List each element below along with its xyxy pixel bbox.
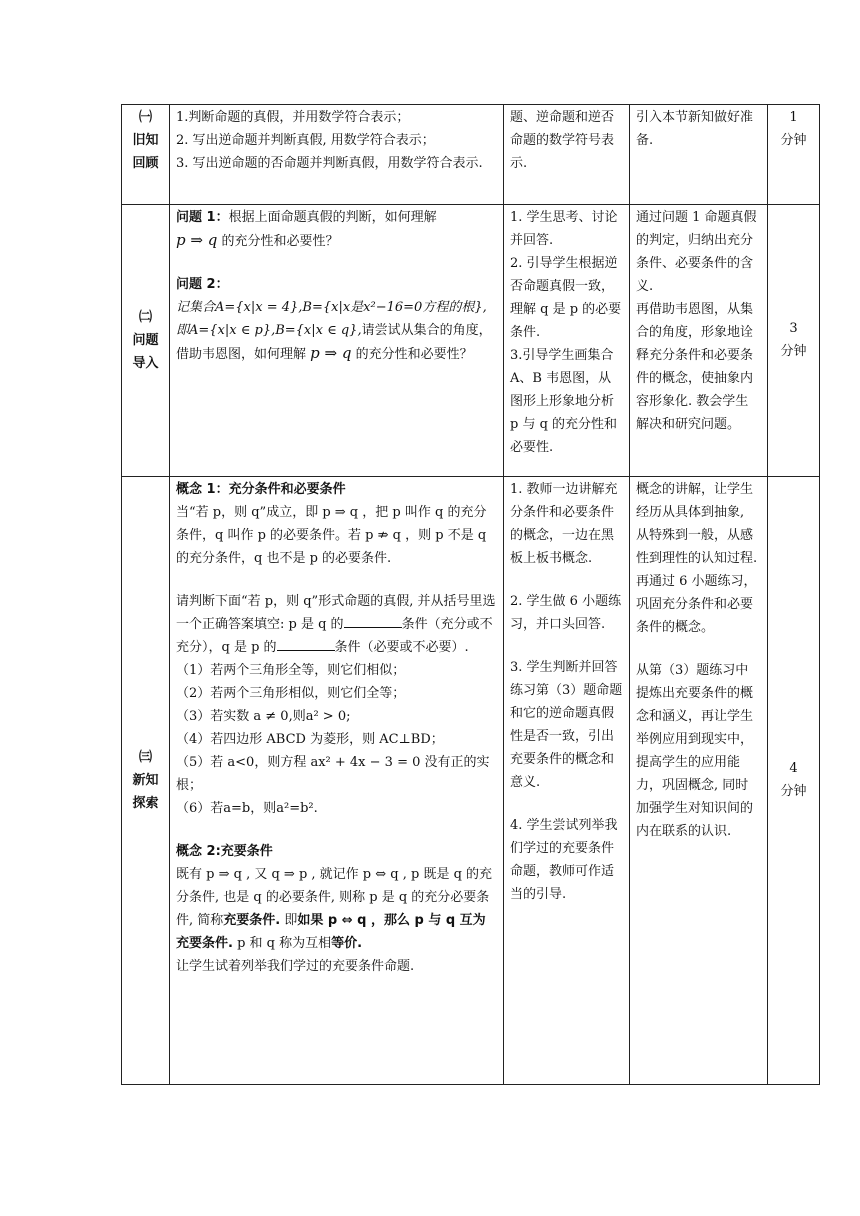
intent-text: 引入本节新知做好准备. <box>636 110 754 148</box>
activity-text: 1. 教师一边讲解充分条件和必要条件的概念，一边在黑板上板书概念. <box>510 482 618 566</box>
time-value: 1 <box>789 110 798 125</box>
activity-text: 1. 学生思考、讨论并回答. <box>510 210 618 248</box>
time-cell <box>768 477 820 1085</box>
intent-text: 再借助韦恩图，从集合的角度，形象地诠释充分条件和必要条件的概念，使抽象内容形象化. 教会学生解决和研究问题。 <box>636 302 754 432</box>
stage-number: ㈡ <box>138 309 152 325</box>
question-title: 问题 2： <box>176 277 229 292</box>
content-line: 3. 写出逆命题的否命题并判断真假，用数学符合表示. <box>176 156 483 171</box>
stage-label: 新知 <box>132 772 159 788</box>
content-cell <box>170 477 504 1085</box>
stage-label: 回顾 <box>132 156 159 171</box>
question-text: 的充分性和必要性？ <box>355 347 473 362</box>
time-value: 3 <box>789 321 798 336</box>
exercise-instruction: 条件（充分或不充分），q 是 p 的 <box>176 617 493 655</box>
content-cell <box>170 105 504 205</box>
table-row <box>122 205 820 477</box>
activity-cell <box>504 105 630 205</box>
content-cell <box>170 205 504 477</box>
time-unit: 分钟 <box>780 344 807 359</box>
stage-label: 探索 <box>132 795 159 811</box>
stage-label: 导入 <box>132 355 159 371</box>
question-text: 请尝试从集合的角度，借助韦恩图，如何理解 <box>176 323 492 362</box>
exercise-item: （1）若两个三角形全等，则它们相似； <box>176 663 406 678</box>
activity-text: 4. 学生尝试列举我们学过的充要条件命题，教师可作适当的引导. <box>510 818 618 902</box>
question-title: 问题 1： <box>176 210 229 225</box>
concept-title: 概念 2:充要条件 <box>176 844 273 859</box>
key-term: 充要条件. <box>223 913 281 928</box>
stage-cell <box>122 477 170 1085</box>
activity-text: 2. 引导学生根据逆否命题真假一致，理解 q 是 p 的必要条件. <box>510 256 622 340</box>
question-text: 的充分性和必要性？ <box>221 234 339 249</box>
exercise-item: （4）若四边形 ABCD 为菱形，则 AC⊥BD； <box>176 732 444 747</box>
activity-cell <box>504 205 630 477</box>
exercise-item: （2）若两个三角形相似，则它们全等； <box>176 686 406 701</box>
stage-cell <box>122 205 170 477</box>
exercise-item: （3）若实数 a ≠ 0,则a² > 0; <box>176 709 351 724</box>
activity-text: 3.引导学生画集合 A、B 韦恩图，从图形上形象地分析 p 与 q 的充分性和必要性. <box>510 348 618 455</box>
activity-cell <box>504 477 630 1085</box>
intent-text: 通过问题 1 命题真假的判定，归纳出充分条件、必要条件的含义. <box>636 210 757 294</box>
table-row <box>122 477 820 1085</box>
concept-text: 让学生试着列举我们学过的充要条件命题. <box>176 959 415 974</box>
stage-label: 旧知 <box>132 133 159 148</box>
formula: p ⇒ q <box>310 344 352 362</box>
intent-cell <box>630 477 768 1085</box>
exercise-item: （5）若 a<0，则方程 ax² + 4x − 3 = 0 没有正的实根； <box>176 755 490 793</box>
concept-text: 既有 p ⇒ q , 又 q ⇒ p , 就记作 p ⇔ q , p 既是 q 的充分条件, 也是 q 的必要条件, 则称 p 是 q 的充分必要条件, 简称 <box>176 867 493 928</box>
fill-blank <box>344 613 402 628</box>
fill-blank <box>277 636 335 651</box>
exercise-instruction: 条件（必要或不必要）. <box>334 640 469 655</box>
concept-text: 当“若 p，则 q”成立，即 p ⇒ q ，把 p 叫作 q 的充分条件，q 叫作 p 的必要条件。若 p ⇏ q ，则 p 不是 q 的充分条件，q 也不是 p 的必要条件. <box>176 505 487 566</box>
stage-number: ㈢ <box>138 749 152 765</box>
lesson-plan-table <box>121 104 820 1085</box>
time-cell <box>768 105 820 205</box>
time-value: 4 <box>789 761 798 776</box>
content-line: 2. 写出逆命题并判断真假, 用数学符合表示； <box>176 133 435 148</box>
intent-cell <box>630 105 768 205</box>
set-definition: 即A={x|x ∈ p},B={x|x ∈ q}, <box>176 323 362 338</box>
table-row <box>122 105 820 205</box>
key-statement: 如果 p ⇔ q ，那么 p 与 q 互为充要条件. <box>176 913 486 951</box>
stage-number: ㈠ <box>138 110 152 125</box>
activity-text: 2. 学生做 6 小题练习，并口头回答. <box>510 594 622 632</box>
time-cell <box>768 205 820 477</box>
concept-text: p 和 q 称为互相 <box>232 936 332 951</box>
time-unit: 分钟 <box>780 784 807 799</box>
content-line: 1.判断命题的真假，并用数学符合表示； <box>176 110 410 125</box>
intent-text: 概念的讲解，让学生经历从具体到抽象, 从特殊到一般，从感性到理性的认知过程. 再通过 6 小题练习，巩固充分条件和必要条件的概念。 <box>636 482 758 635</box>
concept-text: 即 <box>280 913 298 928</box>
stage-cell <box>122 105 170 205</box>
set-definition: 记集合A={x|x = 4},B={x|x是x²−16=0方程的根}, <box>176 300 487 315</box>
formula: p ⇒ q <box>176 231 218 249</box>
activity-text: 3. 学生判断并回答练习第（3）题命题和它的逆命题真假性是否一致，引出充要条件的概念和意义. <box>510 660 623 790</box>
key-term: 等价. <box>331 936 363 951</box>
stage-label: 问题 <box>132 332 159 348</box>
intent-text: 从第（3）题练习中提炼出充要条件的概念和涵义，再让学生举例应用到现实中，提高学生的应用能力，巩固概念, 同时加强学生对知识间的内在联系的认识. <box>636 663 754 839</box>
intent-cell <box>630 205 768 477</box>
exercise-instruction: 请判断下面“若 p，则 q”形式命题的真假, 并从括号里选一个正确答案填空: p 是 q 的 <box>176 594 496 632</box>
concept-title: 概念 1：充分条件和必要条件 <box>176 482 346 497</box>
activity-text: 题、逆命题和逆否命题的数学符号表示. <box>510 110 615 171</box>
time-unit: 分钟 <box>780 133 807 148</box>
exercise-item: （6）若a=b，则a²=b². <box>176 801 318 816</box>
question-text: 根据上面命题真假的判断，如何理解 <box>228 210 437 225</box>
